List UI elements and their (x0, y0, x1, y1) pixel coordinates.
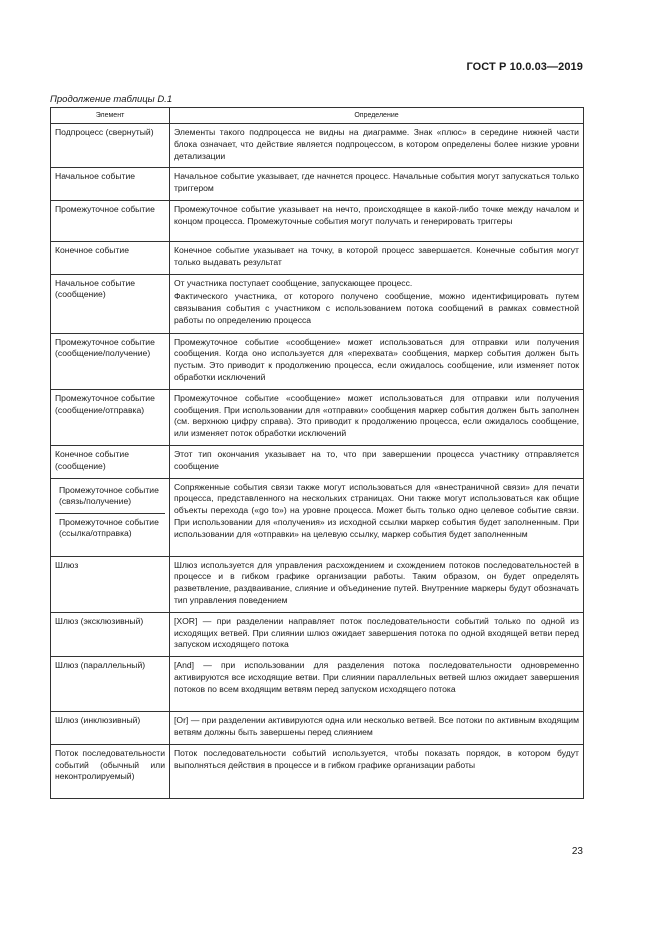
definition-text: От участника поступает сообщение, запускающее процесс. (174, 277, 413, 288)
element-cell: Шлюз (инклюзивный) (51, 712, 170, 745)
definition-text: Поток последовательности событий используется, чтобы показать порядок, в котором будут выполняться действия в процессе и в гибком графике организации работы (174, 747, 579, 770)
element-cell: Шлюз (эксклюзивный) (51, 612, 170, 656)
element-cell: Шлюз (параллельный) (51, 657, 170, 712)
page-number: 23 (571, 846, 583, 857)
standard-header: ГОСТ Р 10.0.03—2019 (466, 61, 583, 73)
definitions-table (50, 107, 584, 799)
definition-cell (170, 389, 584, 445)
table-row (51, 744, 584, 798)
column-header-element: Элемент (51, 108, 170, 124)
table-row (51, 556, 584, 612)
definition-cell (170, 274, 584, 333)
table-row (51, 612, 584, 656)
element-cell: Поток последовательности событий (обычный или неконтролируемый) (51, 744, 170, 798)
definition-cell (170, 556, 584, 612)
definition-text: Промежуточное событие «сообщение» может использоваться для отправки или получения сообщения. Когда оно используется для «перехвата» сообщения, маркер события должен быть пустым. Это приводит к продолжению процесса, если ожидалось сообщение, или изменяет поток обработки исключений (174, 336, 579, 382)
table-row (51, 333, 584, 389)
definition-cell (170, 333, 584, 389)
definition-cell (170, 168, 584, 201)
element-cell-split (51, 478, 170, 556)
definition-text: Сопряженные события связи также могут использоваться для «внестраничной связи» для печати процесса, представленного на нескольких страницах. Они также могут использоваться как общие объекты перехода («go to») на уровне процесса. Может быть только одно целевое событие связи. При использовании для «получения» из исходной ссылки маркер события будет заполненным. При использовании для «отправки» на целевую ссылку, маркер события будет заполненным (174, 481, 579, 539)
definition-text: [XOR] — при разделении направляет поток последовательности событий только по одной из исходящих ветвей. При слиянии шлюз ожидает завершения потока по одной входящей ветви перед запуском исходящего потока (174, 615, 579, 650)
table-row (51, 657, 584, 712)
element-cell: Конечное событие (51, 241, 170, 274)
definition-text: Элементы такого подпроцесса не видны на диаграмме. Знак «плюс» в середине нижней части блока означает, что действие является подпроцессом, в котором определены более низкие уровни детализации (174, 127, 579, 161)
definition-text: Конечное событие указывает на точку, в которой процесс завершается. Конечные события могут только выдавать результат (174, 244, 579, 267)
element-cell: Промежуточное событие (сообщение/получение) (51, 333, 170, 389)
table-caption: Продолжение таблицы D.1 (50, 94, 173, 105)
table-row (51, 274, 584, 333)
table-header-row (51, 108, 584, 124)
definition-text: [And] — при использовании для разделения потока последовательности одновременно активируются все исходящие ветви. При слиянии параллельных ветвей шлюз ожидает завершения потоков по всем входящим ветвям перед запуском исходящего потока (174, 660, 579, 694)
element-cell: Промежуточное событие (сообщение/отправка) (51, 389, 170, 445)
element-cell: Подпроцесс (свернутый) (51, 124, 170, 168)
definition-text: Этот тип окончания указывает на то, что при завершении процесса участнику отправляется сообщение (174, 448, 579, 471)
table-row (51, 389, 584, 445)
table-row (51, 478, 584, 556)
table-row (51, 445, 584, 478)
definition-text: Начальное событие указывает, где начнется процесс. Начальные события могут запускаться только триггером (174, 171, 579, 194)
definition-text: [Or] — при разделении активируются одна или несколько ветвей. Все потоки по активным входящим ветвям должны быть завершены перед слиянием (174, 715, 579, 737)
definition-text: Шлюз используется для управления расхождением и схождением потоков последовательностей в процессе и в гибком графике организации работы. Таким образом, он будет определять разветвление, раздваивание, слияние и объединение путей. Внутренние маркеры будут обозначать тип управления поведением (174, 559, 579, 605)
table-row (51, 168, 584, 201)
element-subcell: Промежуточное событие (ссылка/отправка) (59, 516, 159, 539)
definition-cell (170, 657, 584, 712)
definition-cell (170, 445, 584, 478)
element-cell: Промежуточное событие (51, 200, 170, 241)
table-row (51, 124, 584, 168)
definition-cell (170, 712, 584, 745)
table-row (51, 200, 584, 241)
definition-text: Фактического участника, от которого получено сообщение, можно идентифицировать путем связывания события с участником с использованием потока сообщений в рамках совместной работы по определению процесса (174, 291, 579, 325)
element-cell: Начальное событие (51, 168, 170, 201)
definition-cell (170, 612, 584, 656)
definition-text: Промежуточное событие указывает на нечто, происходящее в какой-либо точке между началом и концом процесса. Промежуточные события могут получать и генерировать триггеры (174, 203, 579, 226)
definition-text: Промежуточное событие «сообщение» может использоваться для отправки или получения сообщения. При использовании для «отправки» сообщения маркер события должен быть заполнен (см. верхнюю цифру справа). Это приводит к продолжению процесса, если ожидалось сообщение, или изменяет поток обработки исключений (174, 392, 579, 439)
definition-cell (170, 744, 584, 798)
definition-cell (170, 241, 584, 274)
definition-cell (170, 478, 584, 556)
table-row (51, 712, 584, 745)
element-cell: Конечное событие (сообщение) (51, 445, 170, 478)
element-subcell: Промежуточное событие (связь/получение) (55, 482, 165, 514)
definition-cell (170, 200, 584, 241)
definition-cell (170, 124, 584, 168)
column-header-definition: Определение (170, 108, 584, 124)
table-row (51, 241, 584, 274)
element-cell: Начальное событие (сообщение) (51, 274, 170, 333)
element-cell: Шлюз (51, 556, 170, 612)
